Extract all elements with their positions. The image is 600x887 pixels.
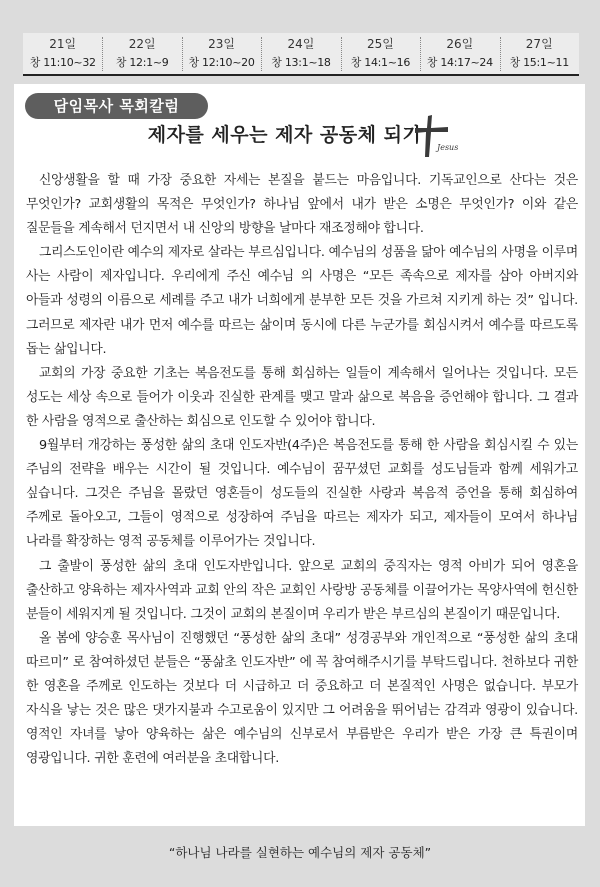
reading-day-25 [341, 33, 420, 75]
reading-day-26 [420, 33, 499, 75]
paragraph: 그리스도인이란 예수의 제자로 살라는 부르심입니다. 예수님의 성품을 닮아 예수님의 사명을 이루며 사는 사람이 제자입니다. 우리에게 주신 예수님 의 사명은 “모든 족속으로 제자를 삼아 아버지와 아들과 성령의 이름으로 세례를 주고 내가 너희에게 분부한 모든 것을 가르쳐 지키게 하는 것” 입니다. 그러므로 제자란 내가 먼저 예수를 따르는 삶이며 동시에 다른 누군가를 회심시켜서 예수를 따르도록 돕는 삶입니다. [26, 245, 578, 357]
page-title: 제자를 세우는 제자 공동체 되기 [147, 124, 422, 146]
reading-day-27 [500, 33, 579, 75]
reading-day-label: 21일 [49, 37, 77, 51]
pastor-column [14, 84, 585, 826]
paragraph: 그 출발이 풍성한 삶의 초대 인도자반입니다. 앞으로 교회의 중직자는 영적 아비가 되어 영혼을 출산하고 양육하는 제자사역과 교회 안의 작은 교회인 사랑방 공동체를 이끌어가는 목양사역에 헌신한 분들이 세워지게 될 것입니다. 그것이 교회의 본질이며 우리가 받은 부르심의 본질이기 때문입니다. [26, 558, 578, 622]
reading-day-21 [23, 33, 102, 75]
paragraph: 신앙생활을 할 때 가장 중요한 자세는 본질을 붙드는 마음입니다. 기독교인으로 산다는 것은 무엇인가? 교회생활의 목적은 무엇인가? 하나님 앞에서 내가 받은 소명은 무엇인가? 이와 같은 질문들을 계속해서 던지면서 내 신앙의 방향을 날마다 재조정해야 합니다. [26, 173, 578, 237]
paragraph: 교회의 가장 중요한 기초는 복음전도를 통해 회심하는 일들이 계속해서 일어나는 것입니다. 모든 성도는 세상 속으로 들어가 이웃과 진실한 관계를 맺고 말과 삶으로 복음을 증언해야 합니다. 그 결과 한 사람을 영적으로 출산하는 회심으로 인도할 수 있어야 합니다. [26, 365, 578, 429]
reading-range: 창 15:1~11 [509, 56, 569, 69]
bible-reading-schedule [23, 33, 579, 75]
reading-day-label: 22일 [128, 37, 156, 51]
reading-range: 창 12:10~20 [188, 56, 255, 69]
reading-day-label: 27일 [525, 37, 553, 51]
divider [23, 74, 579, 76]
reading-range: 창 13:1~18 [271, 56, 331, 69]
cross-icon [414, 114, 472, 158]
column-badge: 담임목사 목회칼럼 [25, 93, 208, 119]
reading-day-24 [261, 33, 340, 75]
column-title-row [14, 120, 585, 154]
footer-motto: “하나님 나라를 실현하는 예수님의 제자 공동체” [168, 845, 432, 860]
paragraph: 올 봄에 양승훈 목사님이 진행했던 “풍성한 삶의 초대” 성경공부와 개인적으로 “풍성한 삶의 초대 따르미” 로 참여하셨던 분들은 “풍삶초 인도자반” 에 꼭 참여해주시기를 부탁드립니다. 천하보다 귀한 한 영혼을 주께로 인도하는 것보다 더 시급하고 더 중요하고 더 본질적인 사명은 없습니다. 부모가 자식을 낳는 것은 많은 댓가지불과 수고로움이 있지만 그 어려움을 뛰어넘는 감격과 영광이 있습니다. 영적인 자녀를 낳아 양육하는 삶은 예수님의 신부로서 부름받은 우리가 받은 가장 큰 특권이며 영광입니다. 귀한 훈련에 여러분을 초대합니다. [26, 630, 578, 767]
reading-day-label: 26일 [446, 37, 474, 51]
reading-day-23 [182, 33, 261, 75]
reading-day-label: 24일 [287, 37, 315, 51]
reading-range: 창 14:17~24 [426, 56, 493, 69]
reading-range: 창 11:10~32 [29, 56, 96, 69]
reading-day-22 [102, 33, 181, 75]
reading-range: 창 14:1~16 [350, 56, 411, 69]
cross-logo-text: Jesus [437, 143, 459, 152]
reading-range: 창 12:1~9 [115, 56, 169, 69]
paragraph: 9월부터 개강하는 풍성한 삶의 초대 인도자반(4주)은 복음전도를 통해 한 사람을 회심시킬 수 있는 주님의 전략을 배우는 시간이 될 것입니다. 예수님이 꿈꾸셨던 교회를 성도님들과 함께 세워가고 싶습니다. 그것은 주님을 몰랐던 영혼들이 성도들의 진실한 사랑과 복음적 증언을 통해 회심하여 주께로 돌아오고, 그들이 영적으로 성장하여 주님을 따르는 제자가 되고, 제자들이 모여서 하나님 나라를 확장하는 영적 공동체를 이루어가는 것입니다. [26, 438, 578, 550]
reading-day-label: 23일 [208, 37, 235, 51]
column-body [26, 169, 578, 771]
reading-day-label: 25일 [366, 37, 394, 51]
